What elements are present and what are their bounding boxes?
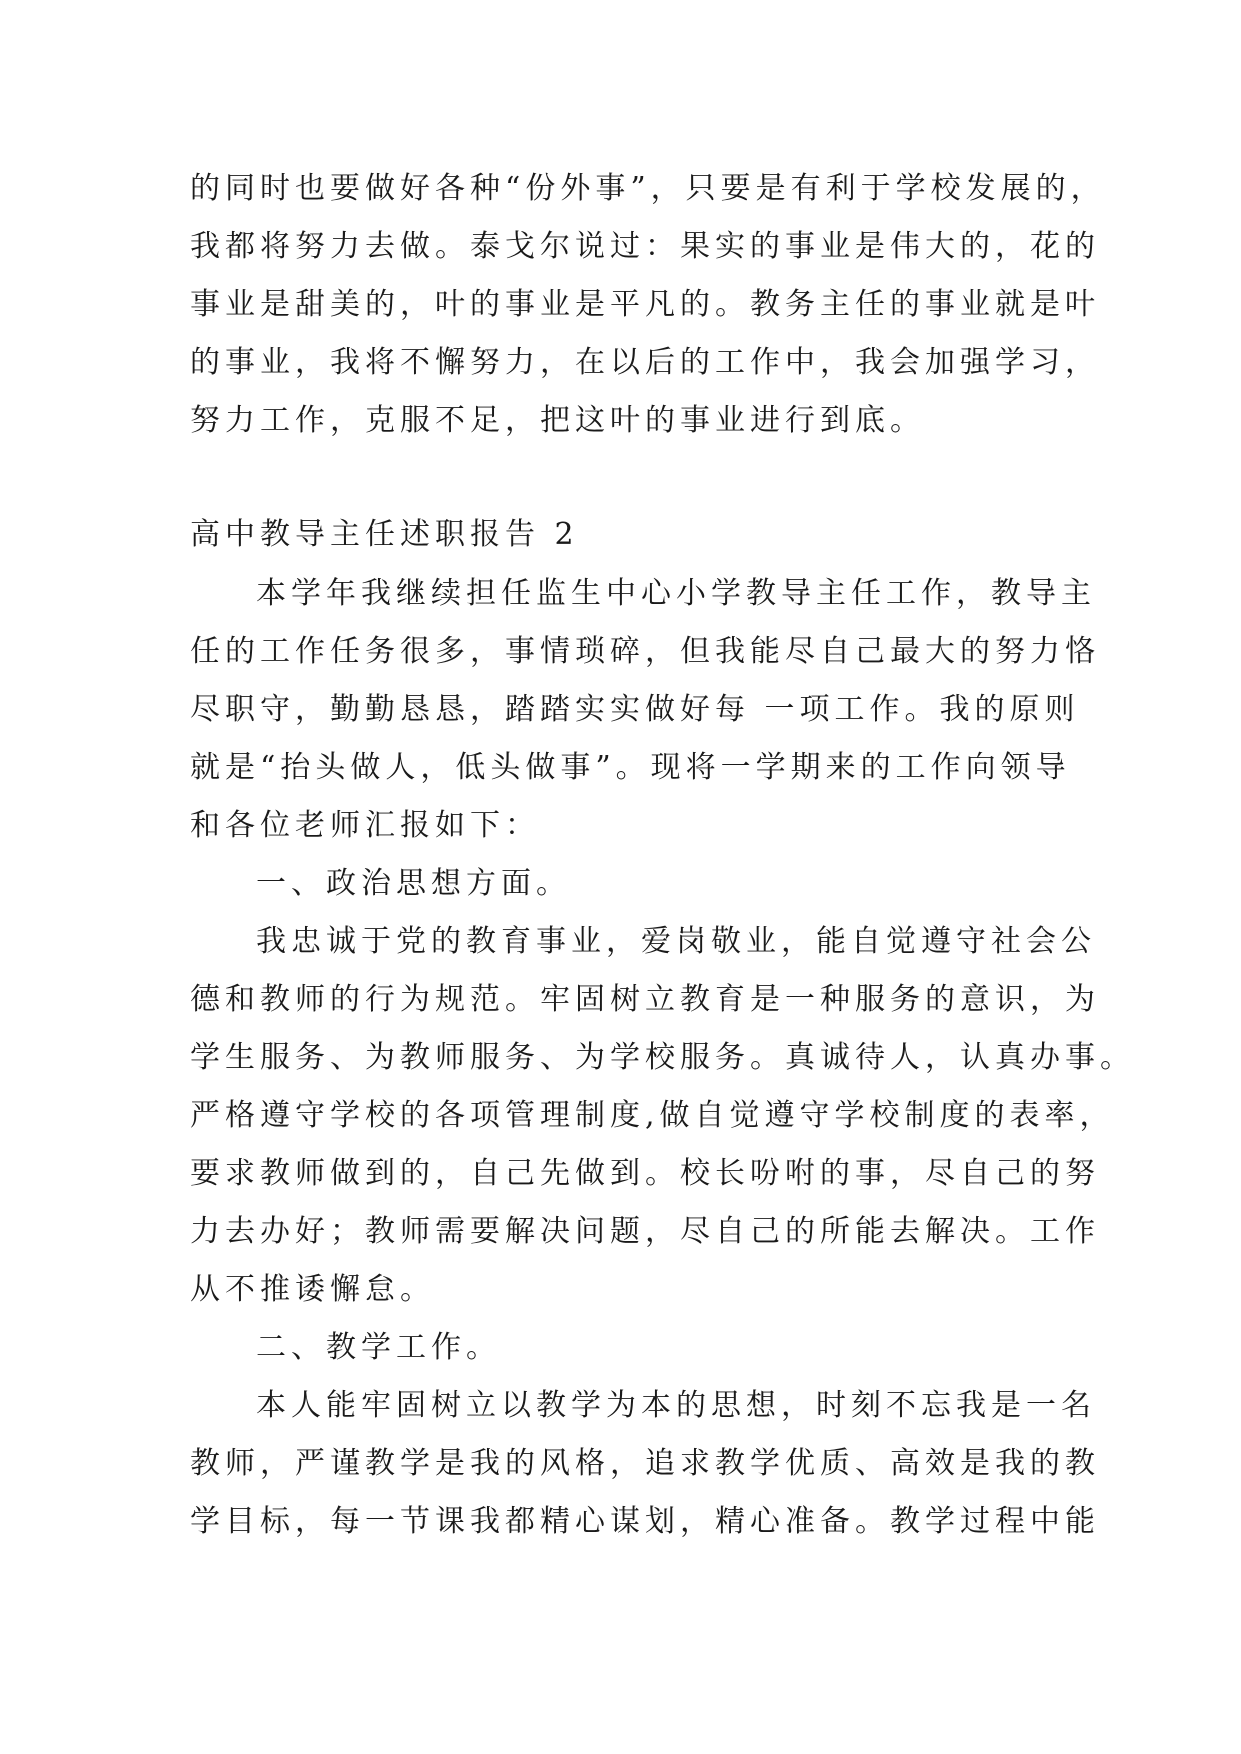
text-line: 德和教师的行为规范。牢固树立教育是一种服务的意识，为 — [190, 982, 1100, 1017]
text-line: 从不推诿懈怠。 — [190, 1272, 435, 1307]
text-line: 的事业，我将不懈努力，在以后的工作中，我会加强学习， — [190, 345, 1100, 380]
text-line: 尽职守，勤勤恳恳，踏踏实实做好每 一项工作。我的原则 — [190, 692, 1080, 727]
text-line: 就是“抬头做人，低头做事”。现将一学期来的工作向领导 — [190, 750, 1071, 785]
text-line: 学生服务、为教师服务、为学校服务。真诚待人，认真办事。 — [190, 1040, 1135, 1075]
text-line: 严格遵守学校的各项管理制度,做自觉遵守学校制度的表率， — [190, 1098, 1115, 1133]
subheading-politics: 一、政治思想方面。 — [256, 866, 571, 901]
text-line: 事业是甜美的，叶的事业是平凡的。教务主任的事业就是叶 — [190, 287, 1100, 322]
text-line: 任的工作任务很多，事情琐碎，但我能尽自己最大的努力恪 — [190, 634, 1100, 669]
text-line: 我忠诚于党的教育事业，爱岗敬业，能自觉遵守社会公 — [256, 924, 1096, 959]
text-line: 力去办好；教师需要解决问题，尽自己的所能去解决。工作 — [190, 1214, 1100, 1249]
section-heading: 高中教导主任述职报告 2 — [190, 517, 579, 552]
text-line: 和各位老师汇报如下： — [190, 808, 540, 843]
subheading-teaching: 二、教学工作。 — [256, 1330, 501, 1365]
text-line: 我都将努力去做。泰戈尔说过：果实的事业是伟大的，花的 — [190, 229, 1100, 264]
text-line: 本人能牢固树立以教学为本的思想，时刻不忘我是一名 — [256, 1388, 1096, 1423]
text-line: 学目标，每一节课我都精心谋划，精心准备。教学过程中能 — [190, 1504, 1100, 1539]
continuation-paragraph — [190, 160, 1106, 450]
text-line: 的同时也要做好各种“份外事”，只要是有利于学校发展的， — [190, 171, 1106, 206]
text-line: 本学年我继续担任监生中心小学教导主任工作，教导主 — [256, 576, 1096, 611]
text-line: 要求教师做到的，自己先做到。校长吩咐的事，尽自己的努 — [190, 1156, 1100, 1191]
text-line: 教师，严谨教学是我的风格，追求教学优质、高效是我的教 — [190, 1446, 1100, 1481]
text-line: 努力工作，克服不足，把这叶的事业进行到底。 — [190, 403, 925, 438]
report-body — [190, 565, 1135, 1551]
